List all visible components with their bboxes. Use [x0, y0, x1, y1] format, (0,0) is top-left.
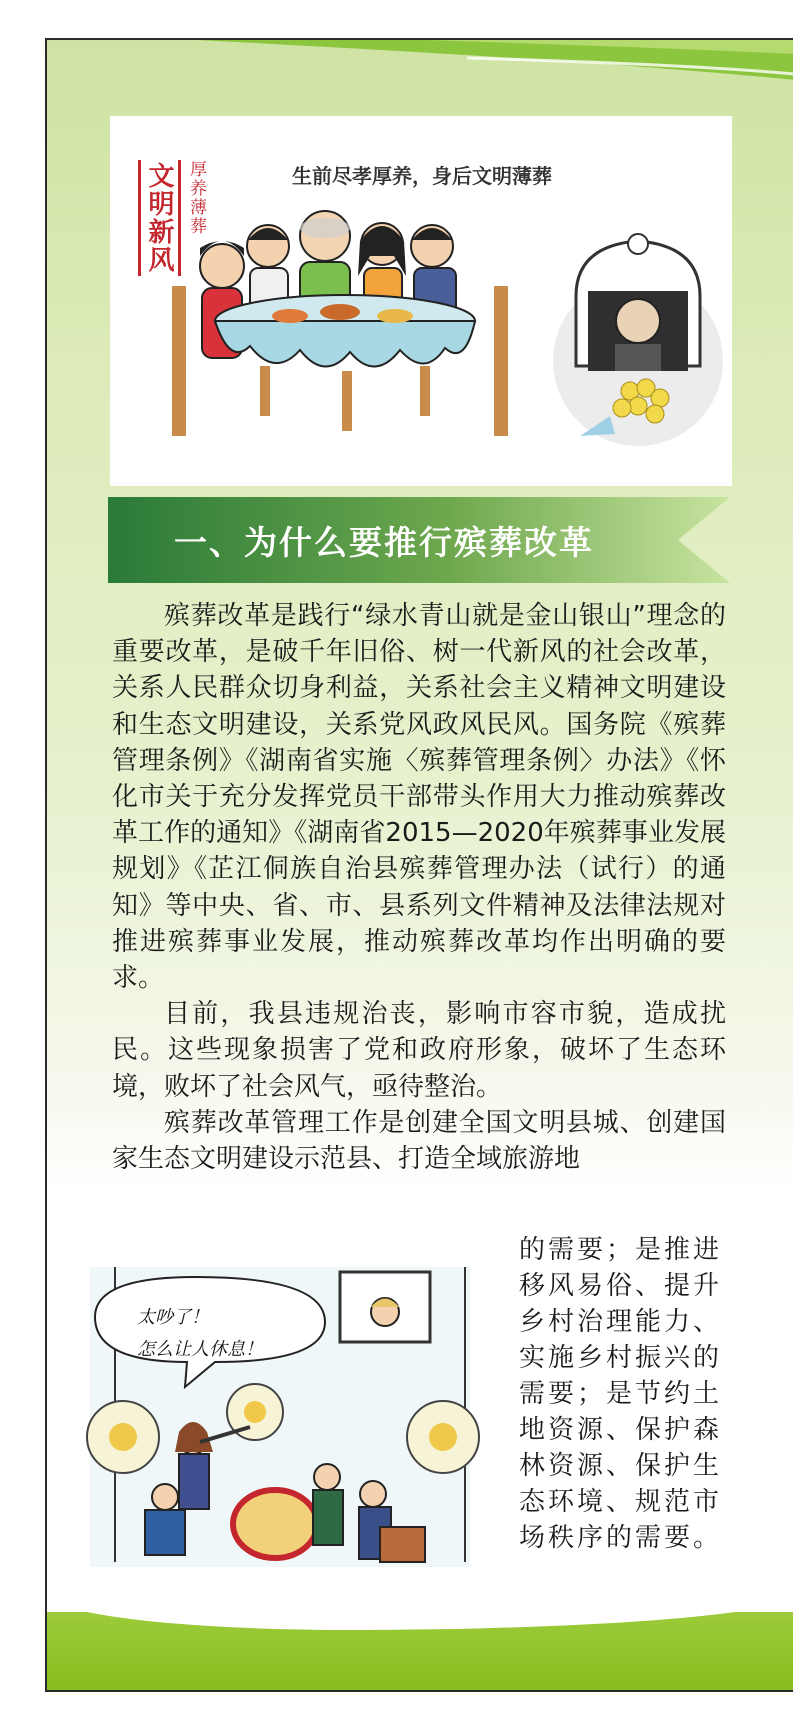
bubble-line-1: 太吵了！ — [137, 1307, 209, 1328]
section-title: 一、为什么要推行殡葬改革 — [174, 523, 594, 562]
top-swoosh-decoration — [47, 40, 793, 100]
noisy-funeral-illustration — [75, 1262, 485, 1590]
top-illustration — [110, 116, 732, 486]
section-banner — [108, 497, 730, 583]
speech-bubble — [137, 1302, 263, 1366]
illustration-caption: 生前尽孝厚养，身后文明薄葬 — [292, 164, 552, 188]
thin-burial-label: 厚养薄葬 — [186, 160, 206, 236]
paragraph-purpose: 殡葬改革管理工作是创建全国文明县城、创建国家生态文明建设示范县、打造全域旅游地 — [112, 1107, 726, 1175]
paragraph-intro: 殡葬改革是践行“绿水青山就是金山银山”理念的重要改革，是破千年旧俗、树一代新风的社会改革，关系人民群众切身利益，关系社会主义精神文明建设和生态文明建设，关系党风政风民风。国务院《殡葬管理条例》《湖南省实施〈殡葬管理条例〉办法》《怀化市关于充分发挥党员干部带头作用大力推动殡葬改革工作的通知》《湖南省2015—2020年殡葬事业发展规划》《芷江侗族自治县殡葬管理办法（试行）的通知》等中央、省、市、县系列文件精神及法律法规对推进殡葬事业发展，推动殡葬改革均作出明确的要求。 — [112, 601, 726, 994]
civilized-custom-label: 文明新风 — [138, 160, 181, 276]
bubble-line-2: 怎么让人休息！ — [137, 1339, 263, 1360]
paragraph-purpose-continued: 的需要；是推进移风易俗、提升乡村治理能力、实施乡村振兴的需要；是节约土地资源、保护森林资源、保护生态环境、规范市场秩序的需要。 — [519, 1235, 723, 1553]
paragraph-current-situation: 目前，我县违规治丧，影响市容市貌，造成扰民。这些现象损害了党和政府形象，破坏了生态环境，败坏了社会风气，亟待整治。 — [112, 999, 726, 1102]
article-body — [112, 598, 726, 1177]
bottom-green-band — [47, 1612, 793, 1690]
